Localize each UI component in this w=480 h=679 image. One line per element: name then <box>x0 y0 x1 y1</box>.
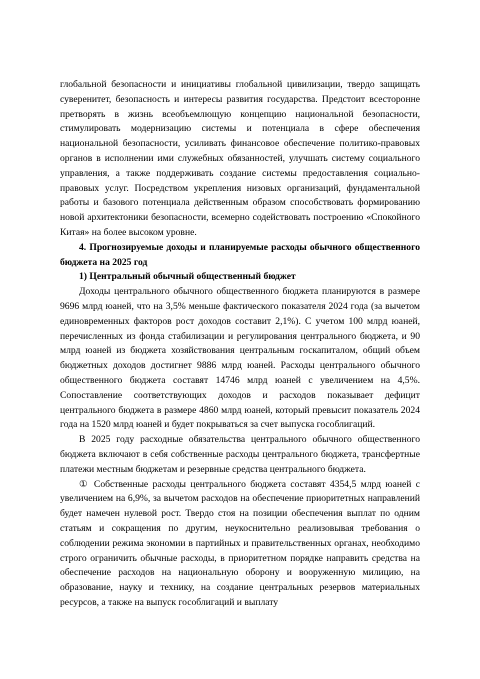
paragraph-security: глобальной безопасности и инициативы глобальной цивилизации, твердо защищать суверенитет, безопасность и интересы развития государства. Предстоит всесторонне претворять в жизнь всеобъемлющую концепцию национальной безопасности, стимулировать модернизацию системы и потенциала в сфере обеспечения национальной безопасности, усиливать финансовое обеспечение политико-правовых органов в исполнении ими служебных обязанностей, улучшать систему социального управления, а также поддерживать создание системы предоставления социально-правовых услуг. Посредством укрепления низовых организаций, фундаментальной работы и базового потенциала действенным образом способствовать формированию новой архитектоники безопасности, всемерно содействовать построению «Спокойного Китая» на более высоком уровне. <box>60 79 420 238</box>
subsection-heading-central-budget: 1) Центральный обычный общественный бюджет <box>79 271 296 283</box>
paragraph-revenues: Доходы центрального обычного общественного бюджета планируются в размере 9696 млрд юаней, что на 3,5% меньше фактического показателя 2024 года (за вычетом единовременных факторов рост доходов составит 2,1%). С учетом 100 млрд юаней, перечисленных из фонда стабилизации и регулирования центрального бюджета, и 90 млрд юаней из бюджета хозяйствования центральным госкапиталом, общий объем бюджетных доходов достигнет 9886 млрд юаней. Расходы центрального обычного общественного бюджета составят 14746 млрд юаней с увеличением на 4,5%. Сопоставление соответствующих доходов и расходов показывает дефицит центрального бюджета в размере 4860 млрд юаней, который превысит показатель 2024 года на 1520 млрд юаней и будет покрываться за счет выпуска гособлигаций. <box>60 286 420 431</box>
document-page <box>60 78 420 611</box>
paragraph-obligations: В 2025 году расходные обязательства центрального обычного общественного бюджета включают в себя собственные расходы центрального бюджета, трансфертные платежи местным бюджетам и резервные средства центрального бюджета. <box>60 434 420 475</box>
paragraph-own-expenses: ① Собственные расходы центрального бюджета составят 4354,5 млрд юаней с увеличением на 6,9%, за вычетом расходов на обеспечение приоритетных направлений будет намечен нулевой рост. Твердо стоя на позиции обеспечения выплат по одним статьям и сокращения по другим, неукоснительно реализовывая требования о соблюдении режима экономии в партийных и правительственных органах, необходимо строго ограничить обычные расходы, в приоритетном порядке направить средства на обеспечение расходов на национальную оборону и вооруженную милицию, на образование, науку и технику, на создание центральных резервов материальных ресурсов, а также на выпуск гособлигаций и выплату <box>60 478 420 608</box>
section-heading-4: 4. Прогнозируемые доходы и планируемые расходы обычного общественного бюджета на 2025 год <box>60 241 420 268</box>
